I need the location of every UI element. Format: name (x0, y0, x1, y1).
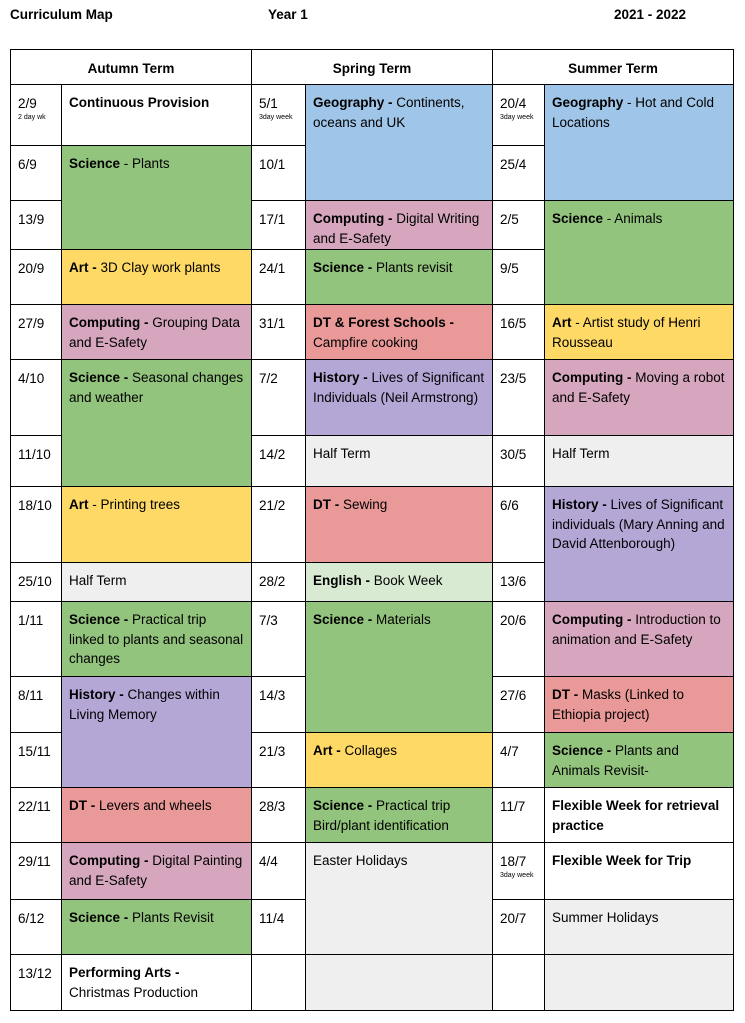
topic-description: Introduction to animation and E-Safety (552, 612, 721, 647)
week-note: 2 day wk (18, 113, 46, 121)
topic-description: Practical trip linked to plants and seasonal changes (69, 612, 244, 666)
autumn-date-cell (10, 304, 62, 360)
topic-description: - Artist study of Henri Rousseau (552, 315, 701, 350)
summer-topic-block (544, 486, 734, 602)
autumn-topic-block (61, 954, 252, 1011)
week-date: 7/2 (259, 371, 278, 386)
spring-date-cell (251, 304, 306, 360)
week-date: 14/3 (259, 688, 286, 703)
topic-description: - Hot and Cold Locations (552, 95, 715, 130)
autumn-topic-block (61, 601, 252, 677)
week-date: 13/12 (18, 966, 52, 981)
topic-description: Moving a robot and E-Safety (552, 370, 725, 405)
week-note: 3day week (259, 113, 293, 121)
topic-subject: Continuous Provision (69, 95, 210, 110)
week-date: 29/11 (18, 854, 51, 869)
topic-subject: DT & Forest Schools - (313, 315, 455, 330)
week-date: 11/4 (259, 911, 285, 926)
autumn-date-cell (10, 435, 62, 487)
autumn-date-cell (10, 842, 62, 900)
week-date: 15/11 (18, 744, 51, 759)
topic-description: Digital Painting and E-Safety (69, 853, 243, 888)
summer-date-cell (492, 486, 545, 563)
week-date: 9/5 (500, 261, 519, 276)
topic-description: Masks (Linked to Ethiopia project) (552, 687, 685, 722)
autumn-term-header: Autumn Term (10, 49, 252, 85)
summer-topic-block (544, 84, 734, 201)
topic-subject: Science - (313, 798, 377, 813)
summer-date-cell (492, 435, 545, 487)
autumn-topic-block (61, 84, 252, 146)
summer-date-cell (492, 359, 545, 436)
topic-description: Continents, oceans and UK (313, 95, 465, 130)
topic-subject: Science (552, 211, 604, 226)
week-date: 21/3 (259, 744, 286, 759)
spring-date-cell (251, 359, 306, 436)
spring-date-cell (251, 249, 306, 305)
week-date: 16/5 (500, 316, 527, 331)
topic-description: Campfire cooking (313, 334, 419, 350)
topic-subject: Computing - (69, 853, 153, 868)
week-date: 22/11 (18, 799, 51, 814)
week-date: 1/11 (18, 613, 44, 628)
week-date: 23/5 (500, 371, 527, 386)
academic-year: 2021 - 2022 (614, 7, 687, 22)
autumn-topic-block (61, 359, 252, 487)
topic-description: Christmas Production (69, 984, 199, 1000)
autumn-date-cell (10, 249, 62, 305)
spring-topic-block (305, 200, 493, 250)
summer-date-cell (492, 145, 545, 201)
week-date: 11/7 (500, 799, 526, 814)
week-date: 8/11 (18, 688, 44, 703)
summer-topic-block (544, 732, 734, 788)
topic-description: Summer Holidays (552, 910, 659, 925)
week-date: 27/9 (18, 316, 45, 331)
week-date: 13/9 (18, 212, 45, 227)
topic-subject: DT - (69, 798, 99, 813)
summer-topic-block (544, 359, 734, 436)
topic-subject: Geography (552, 95, 624, 110)
autumn-date-cell (10, 676, 62, 733)
week-date: 5/1 (259, 96, 278, 111)
topic-description: Sewing (343, 497, 388, 512)
week-date: 20/6 (500, 613, 527, 628)
week-date: 25/10 (18, 574, 52, 589)
autumn-date-cell (10, 732, 62, 788)
autumn-date-cell (10, 84, 62, 146)
week-date: 20/7 (500, 911, 527, 926)
spring-date-cell (251, 842, 306, 900)
week-note: 3day week (500, 871, 534, 879)
topic-description: Materials (376, 612, 431, 627)
topic-subject: Science - (69, 612, 133, 627)
summer-date-cell (492, 842, 545, 900)
summer-date-cell (492, 899, 545, 955)
topic-subject: English - (313, 573, 374, 588)
topic-subject: Geography - (313, 95, 397, 110)
topic-subject: Science (69, 156, 121, 171)
autumn-topic-block (61, 562, 252, 602)
topic-description: - Plants (120, 156, 170, 171)
summer-topic-block (544, 787, 734, 843)
topic-subject: Art - (313, 743, 345, 758)
week-date: 17/1 (259, 212, 286, 227)
autumn-topic-block (61, 304, 252, 360)
week-date: 2/5 (500, 212, 519, 227)
topic-description: Grouping Data and E-Safety (69, 315, 241, 350)
topic-description: Easter Holidays (313, 853, 408, 868)
summer-term-header: Summer Term (492, 49, 734, 85)
topic-subject: History - (69, 687, 128, 702)
spring-topic-block (305, 304, 493, 360)
autumn-topic-block (61, 842, 252, 900)
topic-subject: Science - (69, 910, 133, 925)
autumn-topic-block (61, 486, 252, 563)
spring-topic-block (305, 787, 493, 843)
week-date: 30/5 (500, 447, 527, 462)
topic-subject: Performing Arts - (69, 965, 180, 980)
spring-date-cell (251, 732, 306, 788)
spring-date-cell (251, 787, 306, 843)
topic-subject: Art (552, 315, 572, 330)
topic-description: Digital Writing and E-Safety (313, 211, 480, 246)
topic-subject: DT - (313, 497, 343, 512)
topic-subject: Science - (313, 612, 377, 627)
summer-date-cell (492, 84, 545, 146)
map-title: Curriculum Map (10, 7, 113, 22)
spring-topic-block (305, 84, 493, 201)
summer-topic-block (544, 954, 734, 1011)
week-date: 28/3 (259, 799, 286, 814)
summer-date-cell (492, 200, 545, 250)
autumn-topic-block (61, 249, 252, 305)
topic-description: Book Week (373, 573, 443, 588)
week-date: 21/2 (259, 498, 286, 513)
week-date: 4/4 (259, 854, 278, 869)
spring-date-cell (251, 676, 306, 733)
topic-description: - Animals (603, 211, 663, 226)
summer-date-cell (492, 732, 545, 788)
spring-date-cell (251, 200, 306, 250)
topic-description: Plants revisit (376, 260, 453, 275)
topic-subject: Science - (69, 370, 133, 385)
spring-topic-block (305, 435, 493, 487)
topic-subject: DT - (552, 687, 582, 702)
topic-description: Lives of Significant individuals (Mary Anning and David Attenborough) (552, 497, 725, 551)
week-date: 14/2 (259, 447, 286, 462)
week-note: 3day week (500, 113, 534, 121)
summer-topic-block (544, 435, 734, 487)
topic-subject: Art - (69, 260, 101, 275)
topic-subject: Computing - (313, 211, 397, 226)
summer-topic-block (544, 304, 734, 360)
spring-topic-block (305, 842, 493, 955)
spring-date-cell (251, 435, 306, 487)
curriculum-grid (10, 49, 733, 1010)
autumn-topic-block (61, 145, 252, 250)
autumn-date-cell (10, 601, 62, 677)
week-date: 2/9 (18, 96, 37, 111)
autumn-topic-block (61, 676, 252, 788)
week-date: 18/7 (500, 854, 527, 869)
spring-topic-block (305, 601, 493, 733)
topic-subject: Science - (313, 260, 377, 275)
week-date: 20/9 (18, 261, 45, 276)
topic-description: Levers and wheels (99, 798, 212, 813)
topic-description: Half Term (69, 573, 127, 588)
autumn-date-cell (10, 145, 62, 201)
summer-topic-block (544, 601, 734, 677)
topic-description: Plants and Animals Revisit- (552, 743, 679, 778)
topic-subject: Computing - (552, 370, 636, 385)
topic-subject: History - (552, 497, 611, 512)
topic-description: Collages (344, 743, 398, 758)
week-date: 13/6 (500, 574, 527, 589)
topic-description: Seasonal changes and weather (69, 370, 244, 405)
week-date: 6/9 (18, 157, 37, 172)
autumn-date-cell (10, 899, 62, 955)
summer-topic-block (544, 899, 734, 955)
autumn-date-cell (10, 562, 62, 602)
spring-topic-block (305, 486, 493, 563)
topic-description: Practical trip Bird/plant identification (313, 798, 451, 833)
topic-subject: Flexible Week for Trip (552, 853, 692, 868)
topic-subject: History - (313, 370, 372, 385)
topic-description: Plants Revisit (132, 910, 214, 925)
summer-date-cell (492, 304, 545, 360)
spring-date-cell (251, 899, 306, 955)
autumn-topic-block (61, 787, 252, 843)
week-date: 4/7 (500, 744, 519, 759)
spring-date-cell (251, 486, 306, 563)
spring-date-cell (251, 145, 306, 201)
summer-date-cell (492, 676, 545, 733)
topic-description: - Printing trees (88, 497, 181, 512)
week-date: 25/4 (500, 157, 527, 172)
spring-topic-block (305, 954, 493, 1011)
week-date: 31/1 (259, 316, 286, 331)
autumn-date-cell (10, 359, 62, 436)
topic-description: Changes within Living Memory (69, 687, 220, 722)
summer-date-cell (492, 562, 545, 602)
topic-description: Half Term (313, 446, 371, 461)
year-label: Year 1 (268, 7, 308, 22)
topic-description: Lives of Significant Individuals (Neil Armstrong) (313, 370, 485, 405)
week-date: 27/6 (500, 688, 527, 703)
spring-term-header: Spring Term (251, 49, 493, 85)
summer-date-cell (492, 601, 545, 677)
spring-date-cell (251, 954, 306, 1011)
summer-date-cell (492, 954, 545, 1011)
week-date: 24/1 (259, 261, 286, 276)
week-date: 7/3 (259, 613, 278, 628)
spring-topic-block (305, 249, 493, 305)
topic-subject: Science - (552, 743, 616, 758)
week-date: 4/10 (18, 371, 45, 386)
autumn-date-cell (10, 787, 62, 843)
topic-subject: Computing - (552, 612, 636, 627)
spring-topic-block (305, 562, 493, 602)
autumn-date-cell (10, 954, 62, 1011)
summer-topic-block (544, 842, 734, 900)
topic-subject: Flexible Week for retrieval practice (552, 798, 720, 833)
autumn-topic-block (61, 899, 252, 955)
topic-description: 3D Clay work plants (100, 260, 221, 275)
spring-topic-block (305, 732, 493, 788)
summer-topic-block (544, 676, 734, 733)
spring-topic-block (305, 359, 493, 436)
autumn-date-cell (10, 486, 62, 563)
topic-description: Half Term (552, 446, 610, 461)
summer-date-cell (492, 249, 545, 305)
topic-subject: Computing - (69, 315, 153, 330)
topic-subject: Art (69, 497, 89, 512)
week-date: 18/10 (18, 498, 52, 513)
spring-date-cell (251, 562, 306, 602)
autumn-date-cell (10, 200, 62, 250)
summer-topic-block (544, 200, 734, 305)
week-date: 28/2 (259, 574, 286, 589)
summer-date-cell (492, 787, 545, 843)
week-date: 20/4 (500, 96, 527, 111)
week-date: 6/12 (18, 911, 45, 926)
week-date: 11/10 (18, 447, 51, 462)
spring-date-cell (251, 601, 306, 677)
spring-date-cell (251, 84, 306, 146)
week-date: 6/6 (500, 498, 519, 513)
week-date: 10/1 (259, 157, 286, 172)
